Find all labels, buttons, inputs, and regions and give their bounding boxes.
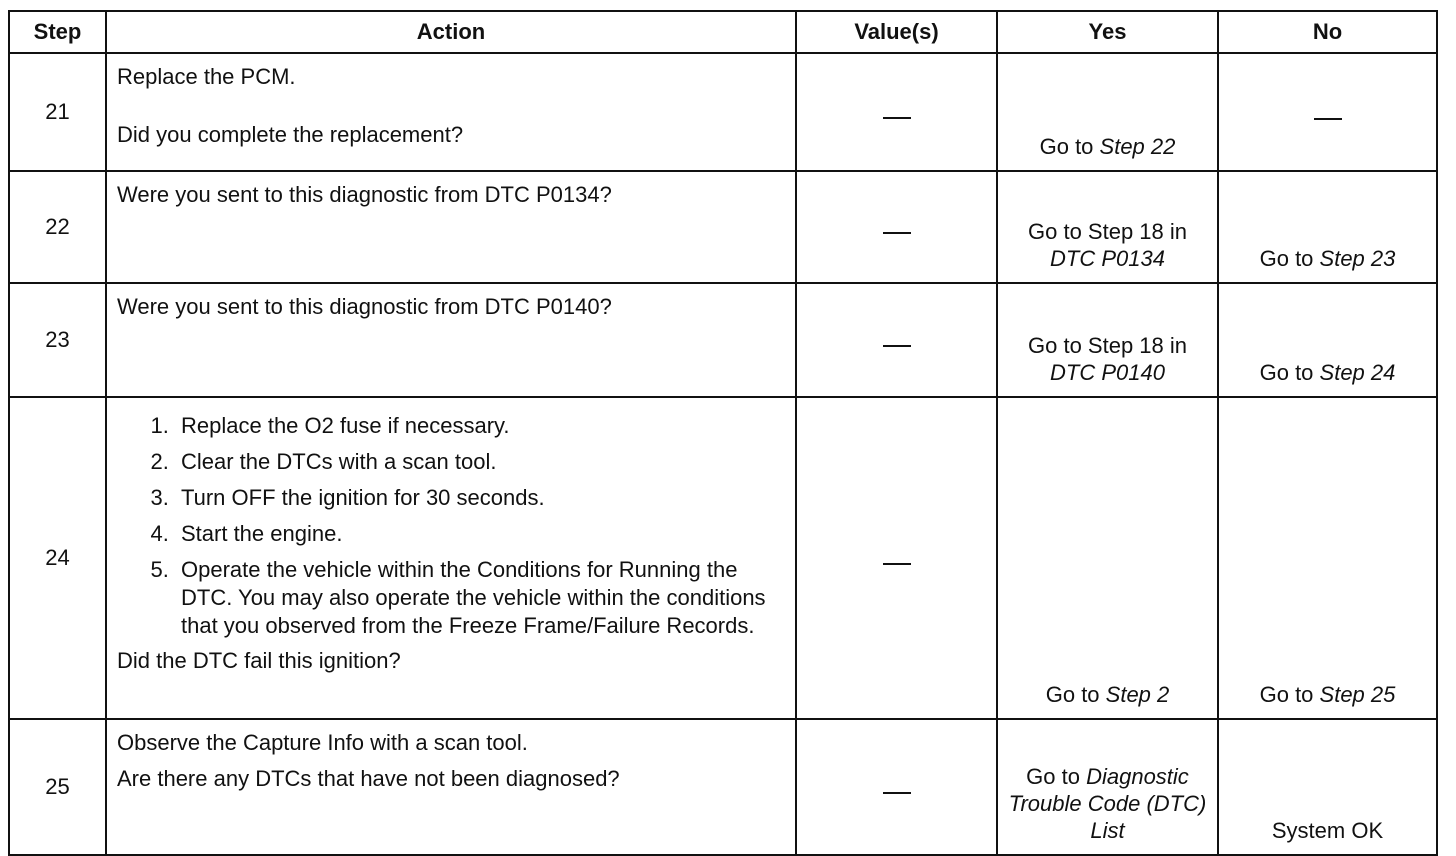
no-prefix: Go to [1259, 682, 1320, 707]
action-question: Are there any DTCs that have not been diagnosed? [117, 766, 620, 791]
value-dash [883, 792, 911, 794]
no-link[interactable]: Step 25 [1319, 682, 1396, 707]
action-steps-list [117, 412, 785, 640]
yes-prefix: Go to Step 18 in [1028, 219, 1187, 244]
yes-prefix: Go to [1039, 134, 1100, 159]
step-number: 24 [9, 397, 106, 719]
header-yes: Yes [997, 11, 1218, 53]
action-question: Did the DTC fail this ignition? [117, 648, 401, 673]
step-number: 21 [9, 53, 106, 171]
step-number: 22 [9, 171, 106, 283]
value-dash [883, 563, 911, 565]
action-cell [106, 397, 796, 719]
table-row [9, 283, 1437, 397]
no-result: System OK [1271, 818, 1384, 843]
action-question: Were you sent to this diagnostic from DTC P0134? [117, 182, 612, 207]
value-cell [796, 53, 997, 171]
yes-cell [997, 397, 1218, 719]
action-text: Replace the PCM. [117, 64, 296, 89]
table-row [9, 719, 1437, 855]
yes-link[interactable]: Step 2 [1105, 682, 1170, 707]
step-number: 25 [9, 719, 106, 855]
no-dash [1314, 118, 1342, 120]
yes-link[interactable]: DTC P0134 [1050, 246, 1165, 271]
yes-prefix: Go to Step 18 in [1028, 333, 1187, 358]
action-cell [106, 171, 796, 283]
yes-link[interactable]: Step 22 [1099, 134, 1176, 159]
action-cell [106, 283, 796, 397]
yes-link[interactable]: DTC P0140 [1050, 360, 1165, 385]
value-dash [883, 345, 911, 347]
yes-prefix: Go to [1045, 682, 1106, 707]
value-cell [796, 283, 997, 397]
value-cell [796, 397, 997, 719]
action-cell [106, 53, 796, 171]
value-cell [796, 719, 997, 855]
action-question: Did you complete the replacement? [117, 122, 464, 147]
header-values: Value(s) [796, 11, 997, 53]
no-cell [1218, 53, 1437, 171]
action-cell [106, 719, 796, 855]
header-action: Action [106, 11, 796, 53]
action-question: Were you sent to this diagnostic from DTC P0140? [117, 294, 612, 319]
yes-cell [997, 171, 1218, 283]
no-link[interactable]: Step 24 [1319, 360, 1396, 385]
yes-cell [997, 283, 1218, 397]
table-row [9, 53, 1437, 171]
header-step: Step [9, 11, 106, 53]
table-row [9, 397, 1437, 719]
step-number: 23 [9, 283, 106, 397]
diagnostic-table [8, 10, 1438, 856]
value-dash [883, 117, 911, 119]
yes-cell [997, 719, 1218, 855]
action-text: Observe the Capture Info with a scan tool. [117, 730, 528, 755]
yes-cell [997, 53, 1218, 171]
no-prefix: Go to [1259, 360, 1320, 385]
no-cell [1218, 397, 1437, 719]
yes-prefix: Go to [1026, 764, 1087, 789]
no-prefix: Go to [1259, 246, 1320, 271]
list-item: 1. Replace the O2 fuse if necessary. [175, 412, 785, 440]
list-item: 2. Clear the DTCs with a scan tool. [175, 448, 785, 476]
list-item: 4. Start the engine. [175, 520, 785, 548]
no-cell [1218, 171, 1437, 283]
yes-link[interactable]: Diagnostic Trouble Code (DTC) List [1008, 764, 1207, 843]
value-cell [796, 171, 997, 283]
value-dash [883, 232, 911, 234]
table-row [9, 171, 1437, 283]
header-row [9, 11, 1437, 53]
no-cell [1218, 719, 1437, 855]
no-link[interactable]: Step 23 [1319, 246, 1396, 271]
list-item: 3. Turn OFF the ignition for 30 seconds. [175, 484, 785, 512]
header-no: No [1218, 11, 1437, 53]
list-item: 5. Operate the vehicle within the Conditions for Running the DTC. You may also operate the vehicle within the conditions that you observed from the Freeze Frame/Failure Records. [175, 556, 785, 640]
no-cell [1218, 283, 1437, 397]
